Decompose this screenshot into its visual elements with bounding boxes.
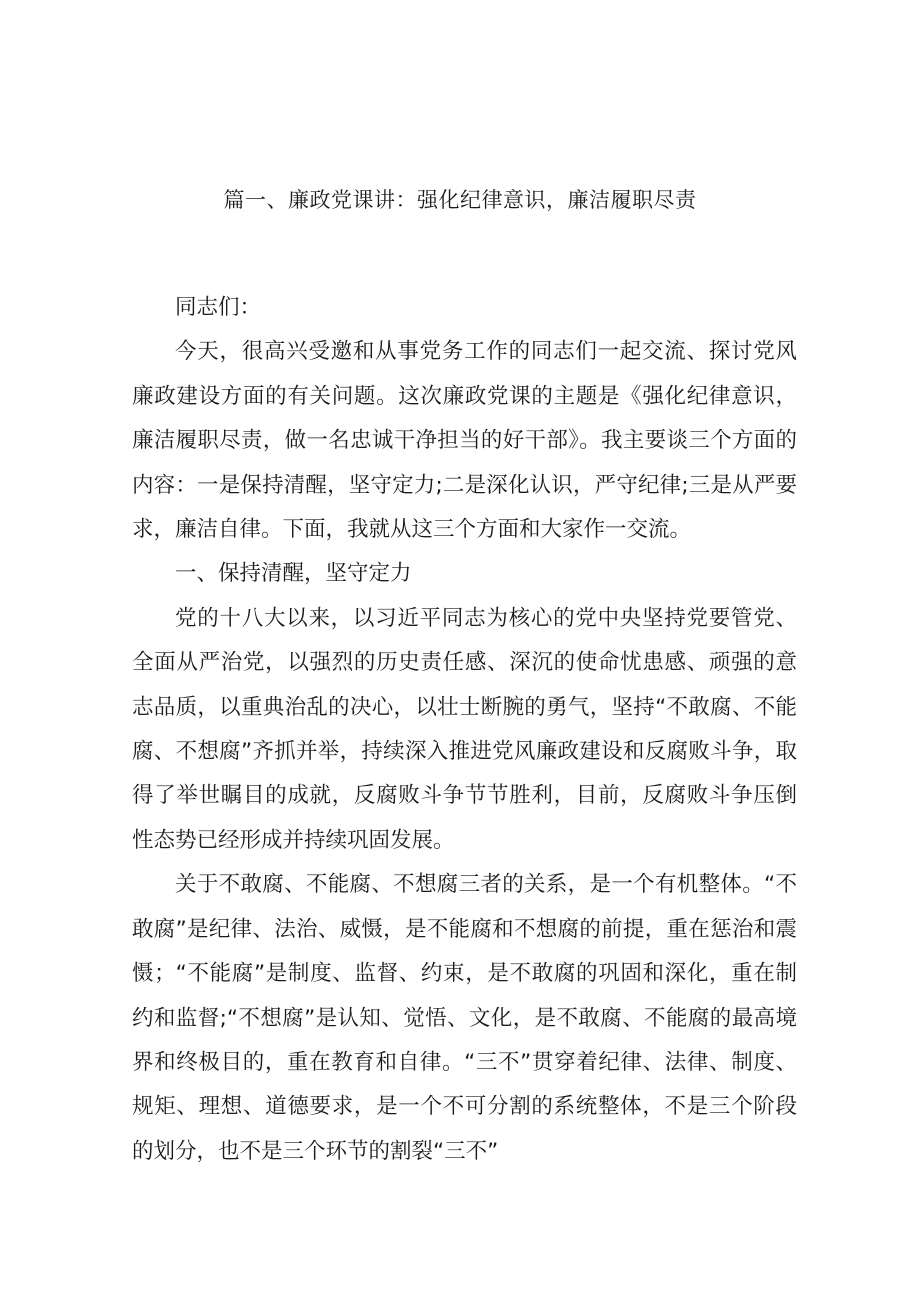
document-body — [132, 286, 797, 1174]
document-title: 篇一、廉政党课讲：强化纪律意识，廉洁履职尽责 — [223, 188, 697, 212]
body-paragraph: 关于不敢腐、不能腐、不想腐三者的关系，是一个有机整体。“不敢腐”是纪律、法治、威慑，是不能腐和不想腐的前提，重在惩治和震慑；“不能腐”是制度、监督、约束，是不敢腐的巩固和深化，重在制约和监督;“不想腐”是认知、觉悟、文化，是不敢腐、不能腐的最高境界和终极目的，重在教育和自律。“三不”贯穿着纪律、法律、制度、规矩、理想、道德要求，是一个不可分割的系统整体，不是三个阶段的划分，也不是三个环节的割裂“三不” — [132, 872, 797, 1164]
intro-paragraph: 今天，很高兴受邀和从事党务工作的同志们一起交流、探讨党风廉政建设方面的有关问题。这次廉政党课的主题是《强化纪律意识，廉洁履职尽责，做一名忠诚干净担当的好干部》。我主要谈三个方面的内容：一是保持清醒，坚守定力;二是深化认识，严守纪律;三是从严要求，廉洁自律。下面，我就从这三个方面和大家作一交流。 — [132, 339, 797, 543]
salutation-paragraph: 同志们： — [175, 295, 262, 320]
section-heading: 一、保持清醒，坚守定力 — [175, 561, 412, 587]
body-paragraph: 党的十八大以来，以习近平同志为核心的党中央坚持党要管党、全面从严治党，以强烈的历史责任感、深沉的使命忧患感、顽强的意志品质，以重典治乱的决心，以壮士断腕的勇气，坚持“不敢腐、不能腐、不想腐”齐抓并举，持续深入推进党风廉政建设和反腐败斗争，取得了举世瞩目的成就，反腐败斗争节节胜利，目前，反腐败斗争压倒性态势已经形成并持续巩固发展。 — [132, 605, 797, 853]
